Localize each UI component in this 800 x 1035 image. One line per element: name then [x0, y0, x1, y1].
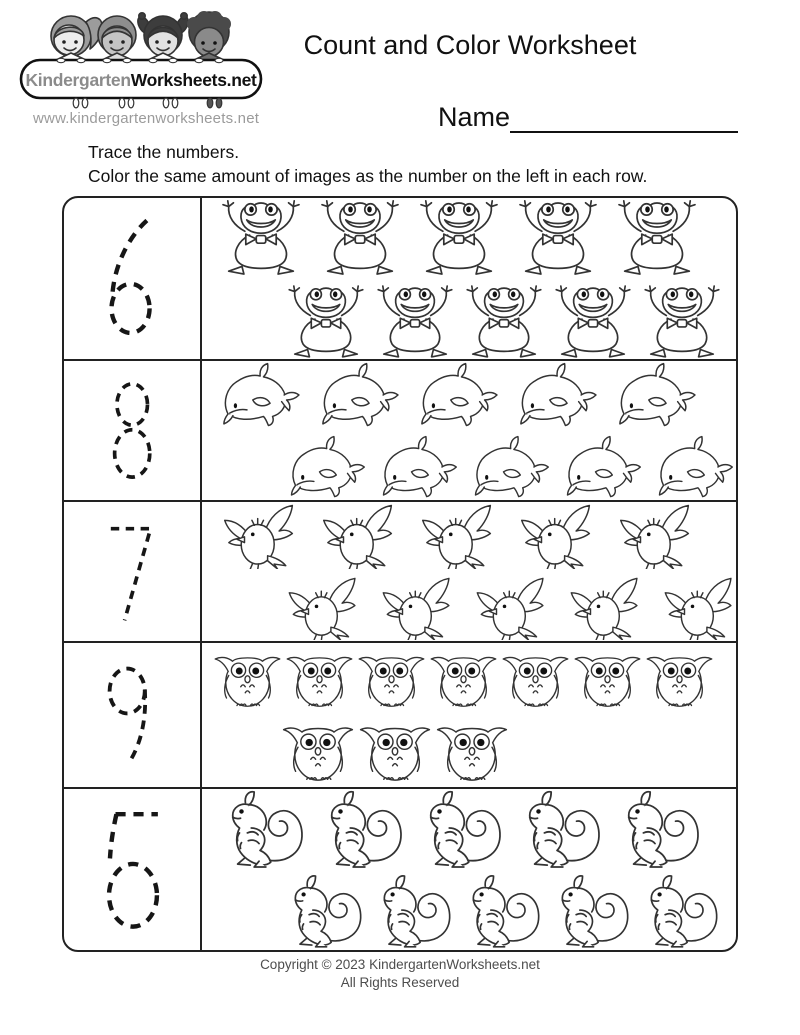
bird-line-top: [202, 503, 738, 569]
bird-image[interactable]: [276, 576, 373, 640]
instruction-line-2: Color the same amount of images as the number on the left in each row.: [88, 166, 648, 186]
trace-number-cell-6[interactable]: [64, 198, 202, 359]
trace-number-cell-8[interactable]: [64, 361, 202, 500]
dolphin-image[interactable]: [372, 435, 467, 499]
worksheet-row-9-owl: [64, 641, 736, 787]
squirrel-image[interactable]: [507, 790, 609, 868]
images-cell-squirrel: [202, 789, 736, 950]
site-logo: [16, 10, 266, 118]
owl-image[interactable]: [282, 644, 357, 713]
dolphin-image[interactable]: [210, 362, 312, 428]
squirrel-image[interactable]: [632, 873, 724, 949]
owl-image[interactable]: [642, 644, 717, 713]
worksheet-row-8-dolphin: [64, 359, 736, 500]
bird-image[interactable]: [507, 503, 609, 569]
dolphin-image[interactable]: [606, 362, 708, 428]
name-input-line[interactable]: [510, 99, 738, 133]
dolphin-line-bottom: [272, 435, 738, 499]
dolphin-image[interactable]: [648, 435, 738, 499]
dashed-number-8: [94, 377, 170, 484]
frog-image[interactable]: [309, 199, 411, 275]
owl-line-bottom: [270, 715, 736, 786]
logo-kid-boy-gray: [98, 16, 136, 56]
instructions: [88, 140, 647, 188]
trace-number-cell-9[interactable]: [64, 643, 202, 787]
bird-image[interactable]: [210, 503, 312, 569]
frog-image[interactable]: [369, 284, 461, 358]
bird-image[interactable]: [309, 503, 411, 569]
dolphin-image[interactable]: [309, 362, 411, 428]
frog-line-bottom: [272, 284, 736, 358]
owl-image[interactable]: [210, 644, 285, 713]
logo-kid-boy-afro: [187, 11, 231, 57]
images-cell-frog: [202, 198, 736, 359]
squirrel-image[interactable]: [454, 873, 546, 949]
dashed-number-9: [92, 659, 172, 771]
worksheet-row-6-frog: [64, 198, 736, 359]
frog-image[interactable]: [210, 199, 312, 275]
dolphin-image[interactable]: [408, 362, 510, 428]
logo-kid-girl-pigtails: [135, 13, 190, 56]
dolphin-image[interactable]: [507, 362, 609, 428]
logo-brand-text: KindergartenWorksheets.net: [25, 70, 257, 90]
squirrel-image[interactable]: [276, 873, 368, 949]
squirrel-line-top: [202, 790, 736, 868]
footer: [0, 956, 800, 992]
images-cell-owl: [202, 643, 736, 787]
owl-image[interactable]: [355, 715, 435, 786]
bird-image[interactable]: [558, 576, 655, 640]
bird-image[interactable]: [408, 503, 510, 569]
frog-image[interactable]: [458, 284, 550, 358]
worksheet-table: [62, 196, 738, 952]
images-cell-dolphin: [202, 361, 738, 500]
owl-image[interactable]: [432, 715, 512, 786]
owl-image[interactable]: [570, 644, 645, 713]
bird-image[interactable]: [652, 576, 738, 640]
worksheet-row-7-bird: [64, 500, 736, 641]
dolphin-image[interactable]: [556, 435, 651, 499]
squirrel-image[interactable]: [408, 790, 510, 868]
dashed-number-7: [94, 518, 170, 625]
dolphin-line-top: [202, 362, 738, 428]
owl-image[interactable]: [354, 644, 429, 713]
website-url: www.kindergartenworksheets.net: [33, 110, 260, 127]
worksheet-row-5-squirrel: [64, 787, 736, 950]
bird-line-bottom: [268, 576, 738, 640]
dolphin-image[interactable]: [280, 435, 375, 499]
frog-image[interactable]: [408, 199, 510, 275]
owl-image[interactable]: [278, 715, 358, 786]
squirrel-image[interactable]: [210, 790, 312, 868]
squirrel-image[interactable]: [365, 873, 457, 949]
squirrel-line-bottom: [268, 873, 736, 949]
name-row: [438, 99, 738, 133]
frog-image[interactable]: [636, 284, 728, 358]
squirrel-image[interactable]: [543, 873, 635, 949]
dolphin-image[interactable]: [464, 435, 559, 499]
logo-kid-girl-gray: [51, 16, 102, 56]
dashed-number-5: [86, 805, 178, 934]
trace-number-cell-7[interactable]: [64, 502, 202, 641]
owl-image[interactable]: [426, 644, 501, 713]
bird-image[interactable]: [370, 576, 467, 640]
bird-image[interactable]: [606, 503, 708, 569]
bird-image[interactable]: [464, 576, 561, 640]
name-label: Name: [438, 102, 511, 132]
squirrel-image[interactable]: [309, 790, 411, 868]
frog-line-top: [202, 199, 736, 275]
frog-image[interactable]: [280, 284, 372, 358]
dashed-number-6: [87, 215, 178, 342]
frog-image[interactable]: [507, 199, 609, 275]
frog-image[interactable]: [547, 284, 639, 358]
trace-number-cell-5[interactable]: [64, 789, 202, 950]
page-title: Count and Color Worksheet: [303, 30, 637, 60]
instruction-line-1: Trace the numbers.: [88, 142, 240, 162]
rights-line: All Rights Reserved: [340, 975, 460, 990]
images-cell-bird: [202, 502, 738, 641]
frog-image[interactable]: [606, 199, 708, 275]
copyright-line: Copyright © 2023 KindergartenWorksheets.net: [260, 957, 540, 972]
owl-line-top: [202, 644, 736, 713]
owl-image[interactable]: [498, 644, 573, 713]
squirrel-image[interactable]: [606, 790, 708, 868]
